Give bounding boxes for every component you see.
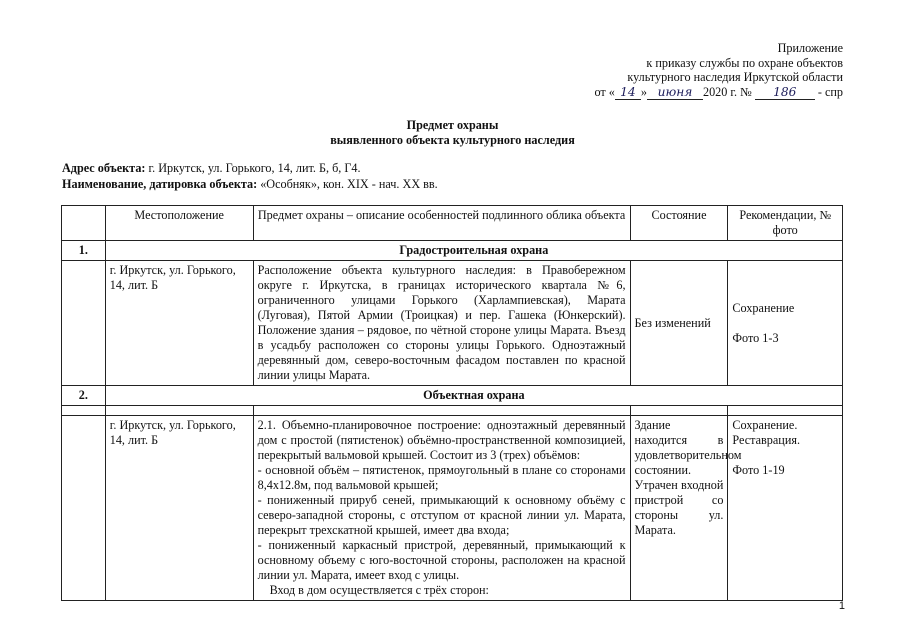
row-number-cell <box>62 416 106 601</box>
description-paragraph: - пониженный каркасный пристрой, деревянный, примыкающий к основному объему с юго-восточной стороны, расположен на красной линии ул. Марата, имеет вход с улицы. <box>257 538 626 582</box>
recommendation-text: Реставрация. <box>732 433 801 447</box>
recommendation-cell <box>728 261 843 386</box>
recommendation-cell <box>728 416 843 601</box>
state-cell: Здание находится в удовлетворительном состоянии. Утрачен входной пристрой со стороны ул. Марата. <box>630 416 728 601</box>
state-cell: Без изменений <box>630 261 728 386</box>
table-row <box>62 416 843 601</box>
object-meta <box>62 161 438 192</box>
photo-reference: Фото 1-3 <box>732 330 779 345</box>
header-cell-description: Предмет охраны – описание особенностей подлинного облика объекта <box>253 206 630 241</box>
location-cell: г. Иркутск, ул. Горького, 14, лит. Б <box>105 416 253 601</box>
description-paragraph: - основной объём – пятистенок, прямоугольный в плане со сторонами 8,4х12.8м, под вальмовой крышей; <box>257 463 626 492</box>
header-cell-state: Состояние <box>630 206 728 241</box>
name-label: Наименование, датировка объекта: <box>62 176 258 191</box>
header-line-3: культурного наследия Иркутской области <box>627 70 843 85</box>
name-value: «Особняк», кон. XIX - нач. XX вв. <box>257 176 438 191</box>
section-row-2 <box>62 386 843 406</box>
section-title: Градостроительная охрана <box>105 241 842 261</box>
description-paragraph: - пониженный прируб сеней, примыкающий к основному объёму с северо-западной стороны, с отступом от красной линии ул. Марата, перекрыт трехскатной крышей, имеет два входа; <box>257 493 626 537</box>
header-cell-number <box>62 206 106 241</box>
recommendation-cell <box>728 406 843 416</box>
table-row <box>62 261 843 386</box>
name-row <box>62 177 438 193</box>
date-prefix: от « <box>594 84 615 99</box>
section-title: Объектная охрана <box>105 386 842 406</box>
page-number: 1 <box>838 600 845 612</box>
section-number: 2. <box>62 386 106 406</box>
order-suffix: - спр <box>814 84 843 99</box>
handwritten-day: 14 <box>615 86 641 100</box>
header-line-2: к приказу службы по охране объектов <box>646 55 843 70</box>
recommendation-text: Сохранение. <box>732 418 798 432</box>
location-cell: г. Иркутск, ул. Горького, 14, лит. Б <box>105 261 253 386</box>
document-title <box>0 118 905 147</box>
header-cell-location: Местоположение <box>105 206 253 241</box>
row-number-cell <box>62 406 106 416</box>
spacer <box>732 316 838 331</box>
date-mid: » <box>640 84 647 99</box>
protection-table <box>61 205 843 601</box>
title-line-2: выявленного объекта культурного наследия <box>330 132 575 147</box>
description-cell <box>253 406 630 416</box>
description-cell: Расположение объекта культурного наследия: в Правобережном округе г. Иркутска, в границах исторического квартала №6, ограниченного улицами Горького (Харлампиевская), Марата (Луговая), Пятой Армии (Троицкая) и пер. Гашека (Юнкерский). Положение здания – рядовое, по чётной стороне улицы Марата. Въезд в усадьбу расположен со стороны улицы Горького. Одноэтажный деревянный дом, северо-восточным фасадом поставлен по красной линии улицы Марата. <box>253 261 630 386</box>
header-line-1: Приложение <box>777 41 843 55</box>
spacer <box>732 448 838 463</box>
location-cell <box>105 406 253 416</box>
year-text: 2020 г. № <box>702 84 752 99</box>
header-cell-recommendations: Рекомендации, № фото <box>728 206 843 241</box>
description-cell <box>253 416 630 601</box>
order-date-line <box>594 85 843 100</box>
handwritten-order-number: 186 <box>755 86 815 100</box>
photo-reference: Фото 1-19 <box>732 463 785 477</box>
address-row <box>62 161 438 177</box>
description-paragraph: Вход в дом осуществляется с трёх сторон: <box>269 583 489 597</box>
section-number: 1. <box>62 241 106 261</box>
recommendation-text: Сохранение <box>732 300 795 315</box>
address-label: Адрес объекта: <box>62 161 146 175</box>
state-cell <box>630 406 728 416</box>
title-line-1: Предмет охраны <box>406 118 499 132</box>
description-paragraph: 2.1. Объемно-планировочное построение: одноэтажный деревянный дом с простой (пятистенок) объёмно-пространственной композицией, перекрытый вальмовой крышей. Состоит из 3 (трех) объёмов: <box>257 418 626 462</box>
table-header-row <box>62 206 843 241</box>
table-row <box>62 406 843 416</box>
handwritten-month: июня <box>647 86 703 100</box>
row-number-cell <box>62 261 106 386</box>
section-row-1 <box>62 241 843 261</box>
address-value: г. Иркутск, ул. Горького, 14, лит. Б, б, Г4. <box>145 161 361 175</box>
order-header <box>594 41 843 100</box>
